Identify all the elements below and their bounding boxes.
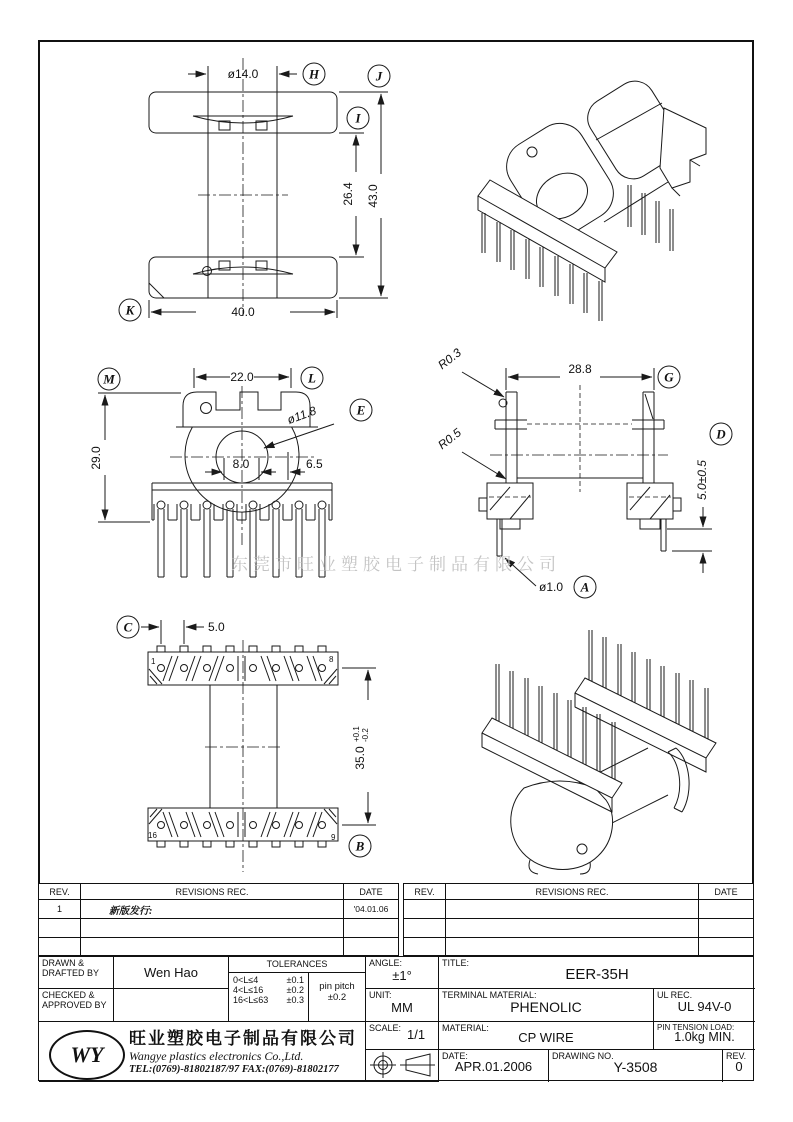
revision-row-empty	[446, 900, 699, 919]
watermark: 东莞市旺业塑胶电子制品有限公司	[231, 555, 561, 574]
company-info	[129, 1024, 357, 1075]
title-cell: TITLE: EER-35H	[439, 957, 755, 989]
material-cell: MATERIAL: CP WIRE	[439, 1022, 654, 1050]
pin-number-16: 16	[148, 831, 157, 840]
revision-row-date: '04.01.06	[344, 900, 398, 919]
dim-inner-height: 26.4	[341, 182, 355, 206]
revision-row-rev: 1	[39, 900, 81, 919]
dim-body-length: 35.0	[353, 746, 367, 770]
revision-row-empty	[81, 919, 344, 938]
balloon-I	[347, 107, 369, 129]
revision-row-empty	[344, 938, 398, 957]
balloon-A	[574, 576, 596, 598]
revision-row-empty	[446, 938, 699, 957]
revision-row-text: 新版发行:	[81, 900, 344, 919]
svg-text:K: K	[125, 302, 135, 318]
balloon-G	[658, 366, 680, 388]
dim-front-width: 22.0	[230, 370, 254, 384]
balloon-M	[98, 368, 120, 390]
ul-rec-cell: UL REC. UL 94V-0	[654, 989, 755, 1022]
revision-row-empty	[699, 938, 753, 957]
date-cell: DATE: APR.01.2006	[439, 1050, 549, 1082]
revision-row-empty	[404, 919, 446, 938]
company-name-en: Wangye plastics electronics Co.,Ltd.	[129, 1049, 304, 1063]
revision-section	[38, 883, 754, 956]
pin-pitch-tolerance: pin pitch ±0.2	[309, 973, 366, 1022]
svg-text:A: A	[580, 579, 590, 595]
unit-cell: UNIT: MM	[366, 989, 439, 1022]
svg-text:G: G	[664, 369, 674, 385]
company-name-cn: 旺业塑胶电子制品有限公司	[129, 1029, 357, 1048]
revision-row-empty	[39, 938, 81, 957]
dim-side-width: 28.8	[568, 362, 592, 376]
revision-row-empty	[39, 919, 81, 938]
drawn-by-label: DRAWN & DRAFTED BY	[39, 957, 114, 989]
company-logo: WY	[49, 1030, 125, 1080]
dim-pin-diameter: ø1.0	[539, 580, 564, 594]
revisions-col-header: REVISIONS REC.	[81, 884, 344, 900]
balloon-J	[368, 65, 390, 87]
dim-body-length-tol-plus: +0.1	[352, 726, 361, 742]
view-isometric-top	[478, 74, 706, 321]
revision-row-empty	[81, 938, 344, 957]
balloon-C	[117, 616, 139, 638]
dim-top-diameter: ø14.0	[227, 67, 259, 81]
company-phone: TEL:(0769)-81802187/97 FAX:(0769)-81802177	[129, 1064, 339, 1075]
svg-text:L: L	[308, 370, 316, 386]
svg-text:M: M	[103, 371, 115, 387]
checked-by-value	[114, 989, 229, 1022]
pin-number-8: 8	[329, 655, 334, 664]
rev-cell: REV. 0	[726, 1051, 747, 1074]
drawn-by-value: Wen Hao	[114, 957, 229, 989]
revision-row-empty	[344, 919, 398, 938]
terminal-material-cell: TERMINAL MATERIAL: PHENOLIC	[439, 989, 654, 1022]
dim-width: 40.0	[231, 305, 255, 319]
checked-by-label: CHECKED & APPROVED BY	[39, 989, 114, 1022]
dim-side-slot: 6.5	[306, 457, 323, 471]
scale-cell: SCALE: 1/1	[366, 1022, 439, 1050]
tolerance-row: 16<L≤63 ±0.3	[233, 995, 304, 1005]
svg-text:I: I	[355, 110, 361, 126]
revision-row-empty	[699, 919, 753, 938]
revision-row-empty	[446, 919, 699, 938]
drawing-no-cell: DRAWING NO. Y-3508	[549, 1050, 723, 1082]
dim-pin-pitch: 5.0	[208, 620, 225, 634]
view-bottom	[117, 616, 376, 872]
angle-cell: ANGLE: ±1°	[366, 957, 439, 989]
dim-body-length-tol-minus: -0.2	[361, 728, 370, 742]
balloon-D	[710, 423, 732, 445]
pin-tension-cell: PIN TENSION LOAD: 1.0kg MIN.	[654, 1022, 755, 1050]
tolerances-header: TOLERANCES	[229, 957, 366, 973]
radius-bottom-label: R0.5	[435, 425, 464, 453]
revision-row-empty	[404, 900, 446, 919]
dim-total-height: 43.0	[366, 184, 380, 208]
dim-center-slot: 8.0	[232, 457, 250, 471]
radius-top-label: R0.3	[435, 345, 464, 373]
revision-row-empty	[699, 900, 753, 919]
balloon-L	[301, 367, 323, 389]
title-block	[38, 956, 754, 1081]
balloon-H	[303, 63, 325, 85]
date-col-header: DATE	[344, 884, 398, 900]
projection-symbol-cell	[366, 1050, 439, 1082]
dim-front-height: 29.0	[89, 446, 103, 470]
pin-number-9: 9	[331, 833, 336, 842]
tolerance-row: 0<L≤4 ±0.1	[233, 975, 304, 985]
rev-col-header: REV.	[404, 884, 446, 900]
dim-pin-length: 5.0±0.5	[695, 460, 709, 500]
svg-text:D: D	[716, 426, 726, 442]
view-isometric-bottom	[482, 630, 716, 874]
revisions-col-header: REVISIONS REC.	[446, 884, 699, 900]
revision-table-left	[38, 883, 399, 956]
tolerance-row: 4<L≤16 ±0.2	[233, 985, 304, 995]
view-front	[89, 367, 372, 577]
dim-hole-diameter: ø11.8	[285, 403, 319, 427]
balloon-E	[350, 399, 372, 421]
date-col-header: DATE	[699, 884, 753, 900]
balloon-B	[349, 835, 371, 857]
part-title: EER-35H	[565, 966, 629, 983]
company-area	[39, 1022, 366, 1082]
drawing-number: Y-3508	[613, 1059, 658, 1075]
third-angle-projection-icon	[366, 1050, 439, 1081]
svg-text:H: H	[308, 66, 320, 82]
view-top	[119, 58, 390, 321]
revision-row-empty	[404, 938, 446, 957]
svg-text:B: B	[355, 838, 365, 854]
tolerance-values	[229, 973, 309, 1022]
svg-text:C: C	[123, 619, 133, 635]
revision-table-right	[403, 883, 754, 956]
svg-text:J: J	[375, 68, 383, 84]
rev-col-header: REV.	[39, 884, 81, 900]
balloon-K	[119, 299, 141, 321]
svg-text:E: E	[356, 402, 366, 418]
pin-number-1: 1	[151, 657, 156, 666]
